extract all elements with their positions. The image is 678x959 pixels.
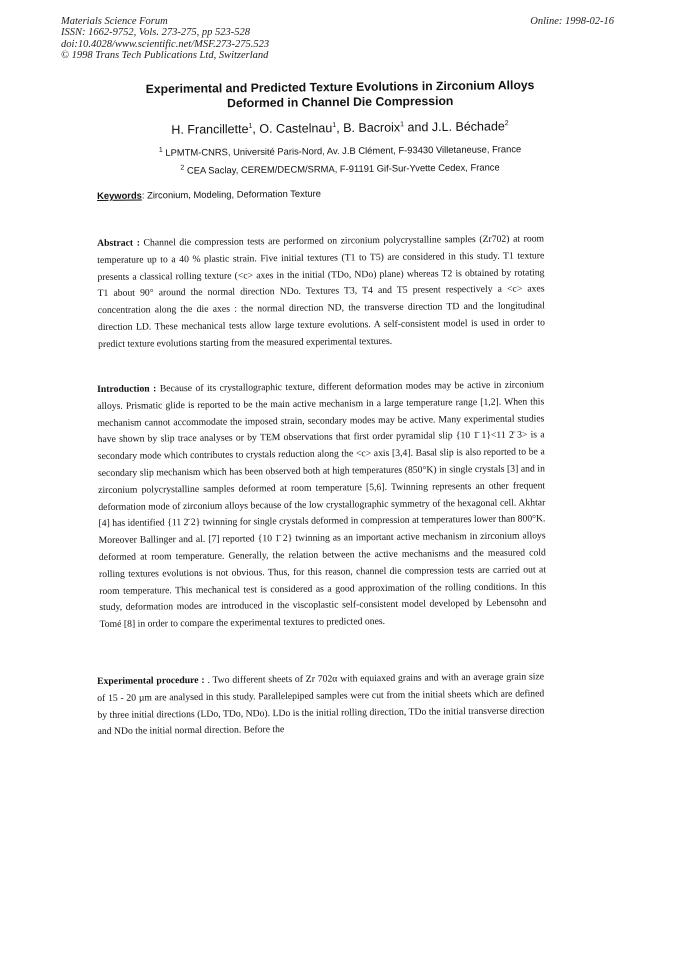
keywords-line: [97, 188, 321, 201]
author-2-affiliation-mark: 1: [332, 121, 337, 129]
author-3-affiliation-mark: 1: [400, 121, 405, 129]
online-date: Online: 1998-02-16: [530, 16, 614, 27]
paper-title: [60, 77, 620, 112]
abstract-text: Channel die compression tests are performed on zirconium polycrystalline samples (Zr702) at room temperature up to a 40 % plastic strain. Five initial textures (T1 to T5) are considered in this study. T1 texture presents a classical rolling texture (<c> axes in the initial (TDo, NDo) plane) whereas T2 is obtained by rotating T1 about 90° around the normal direction NDo. Textures T3, T4 and T5 present respectively a <c> axes concentration along the die axes : the normal direction ND, the transverse direction TD and the longitudinal direction LD. These mechanical tests allow large texture evolutions. A self-consistent model is used in order to predict texture evolutions starting from the measured experimental textures.: [97, 233, 545, 350]
introduction-text: Because of its crystallographic texture, different deformation modes may be active in zirconium alloys. Prismatic glide is reported to be the main active mechanism in a large temperature range [1,2]. When this mechanism cannot accommodate the imposed strain, secondary modes may be active. Many experimental studies have shown by slip trace analyses or by TEM observations that first order pyramidal slip {10 1̄ 1}<11 2̄ 3> is a secondary mode which contributes to crystals reduction along the <c> axis [3,4]. Basal slip is also reported to be a secondary slip mechanism which has been observed both at high temperatures (850°K) in single crystals [3] and in zirconium polycrystalline samples deformed at room temperature [5,6]. Twinning represents an other frequent deformation mode of zirconium alloys because of the low crystallographic symmetry of the hexagonal cell. Akhtar [4] has identified {11 2̄ 2} twinning for single crystals deformed in compression at temperatures lower than 800°K. Moreover Ballinger and al. [7] reported {10 1̄ 2} twinning as an important active mechanism in zirconium alloys deformed at room temperature. Generally, the relation between the active mechanisms and the measured cold rolling textures evolutions is not obvious. Thus, for this reason, channel die compression tests are carried out at room temperature. This mechanical test is considered as a good approximation of the rolling conditions. In this study, deformation modes are introduced in the viscoplastic self-consistent model developed by Lebensohn and Tomé [8] in order to compare the experimental textures to predicted ones.: [97, 379, 547, 631]
keywords-colon: :: [141, 189, 148, 201]
affiliation-2-mark: 2: [180, 164, 185, 172]
abstract-heading: Abstract :: [97, 237, 140, 249]
doi-line[interactable]: doi:10.4028/www.scientific.net/MSF.273-275.523: [61, 38, 270, 50]
introduction-heading: Introduction :: [97, 383, 157, 395]
copyright-line: © 1998 Trans Tech Publications Ltd, Switzerland: [61, 50, 269, 62]
title-line-1: Experimental and Predicted Texture Evolutions in Zirconium Alloys: [145, 78, 535, 97]
author-1-affiliation-mark: 1: [248, 122, 253, 130]
author-separator: ,: [252, 121, 260, 136]
procedure-heading: Experimental procedure :: [97, 674, 205, 687]
author-4-affiliation-mark: 2: [504, 120, 509, 128]
title-line-2: Deformed in Channel Die Compression: [227, 93, 454, 110]
procedure-paragraph: [97, 669, 545, 741]
issn-line: ISSN: 1662-9752, Vols. 273-275, pp 523-528: [61, 27, 250, 39]
author-2: O. Castelnau: [259, 121, 333, 136]
author-3: B. Bacroix: [343, 120, 401, 136]
author-4: J.L. Béchade: [431, 119, 505, 135]
abstract-paragraph: [97, 231, 545, 353]
publication-meta: [61, 16, 269, 62]
keywords-text: Zirconium, Modeling, Deformation Texture: [147, 187, 321, 201]
author-1: H. Francillette: [171, 122, 249, 137]
affiliation-2: [60, 160, 620, 177]
author-list: [60, 118, 620, 138]
affiliation-2-text: CEA Saclay, CEREM/DECM/SRMA, F-91191 Gif-Sur-Yvette Cedex, France: [186, 161, 500, 176]
procedure-text: . Two different sheets of Zr 702α with equiaxed grains and with an average grain size of 15 - 20 µm are analysed in this study. Parallelepiped samples were cut from the initial sheets which are defined by three initial directions (LDo, TDo, NDo). LDo is the initial rolling direction, TDo the initial transverse direction and NDo the initial normal direction. Before the: [97, 671, 545, 738]
introduction-paragraph: [97, 377, 547, 634]
journal-name: Materials Science Forum: [61, 16, 168, 27]
author-separator: and: [403, 120, 432, 135]
affiliation-1-text: LPMTM-CNRS, Université Paris-Nord, Av. J.B Clément, F-93430 Villetaneuse, France: [165, 143, 522, 158]
affiliation-1-mark: 1: [158, 146, 163, 154]
author-separator: ,: [336, 121, 344, 136]
affiliation-1: [60, 142, 620, 159]
keywords-label: Keywords: [97, 189, 142, 201]
